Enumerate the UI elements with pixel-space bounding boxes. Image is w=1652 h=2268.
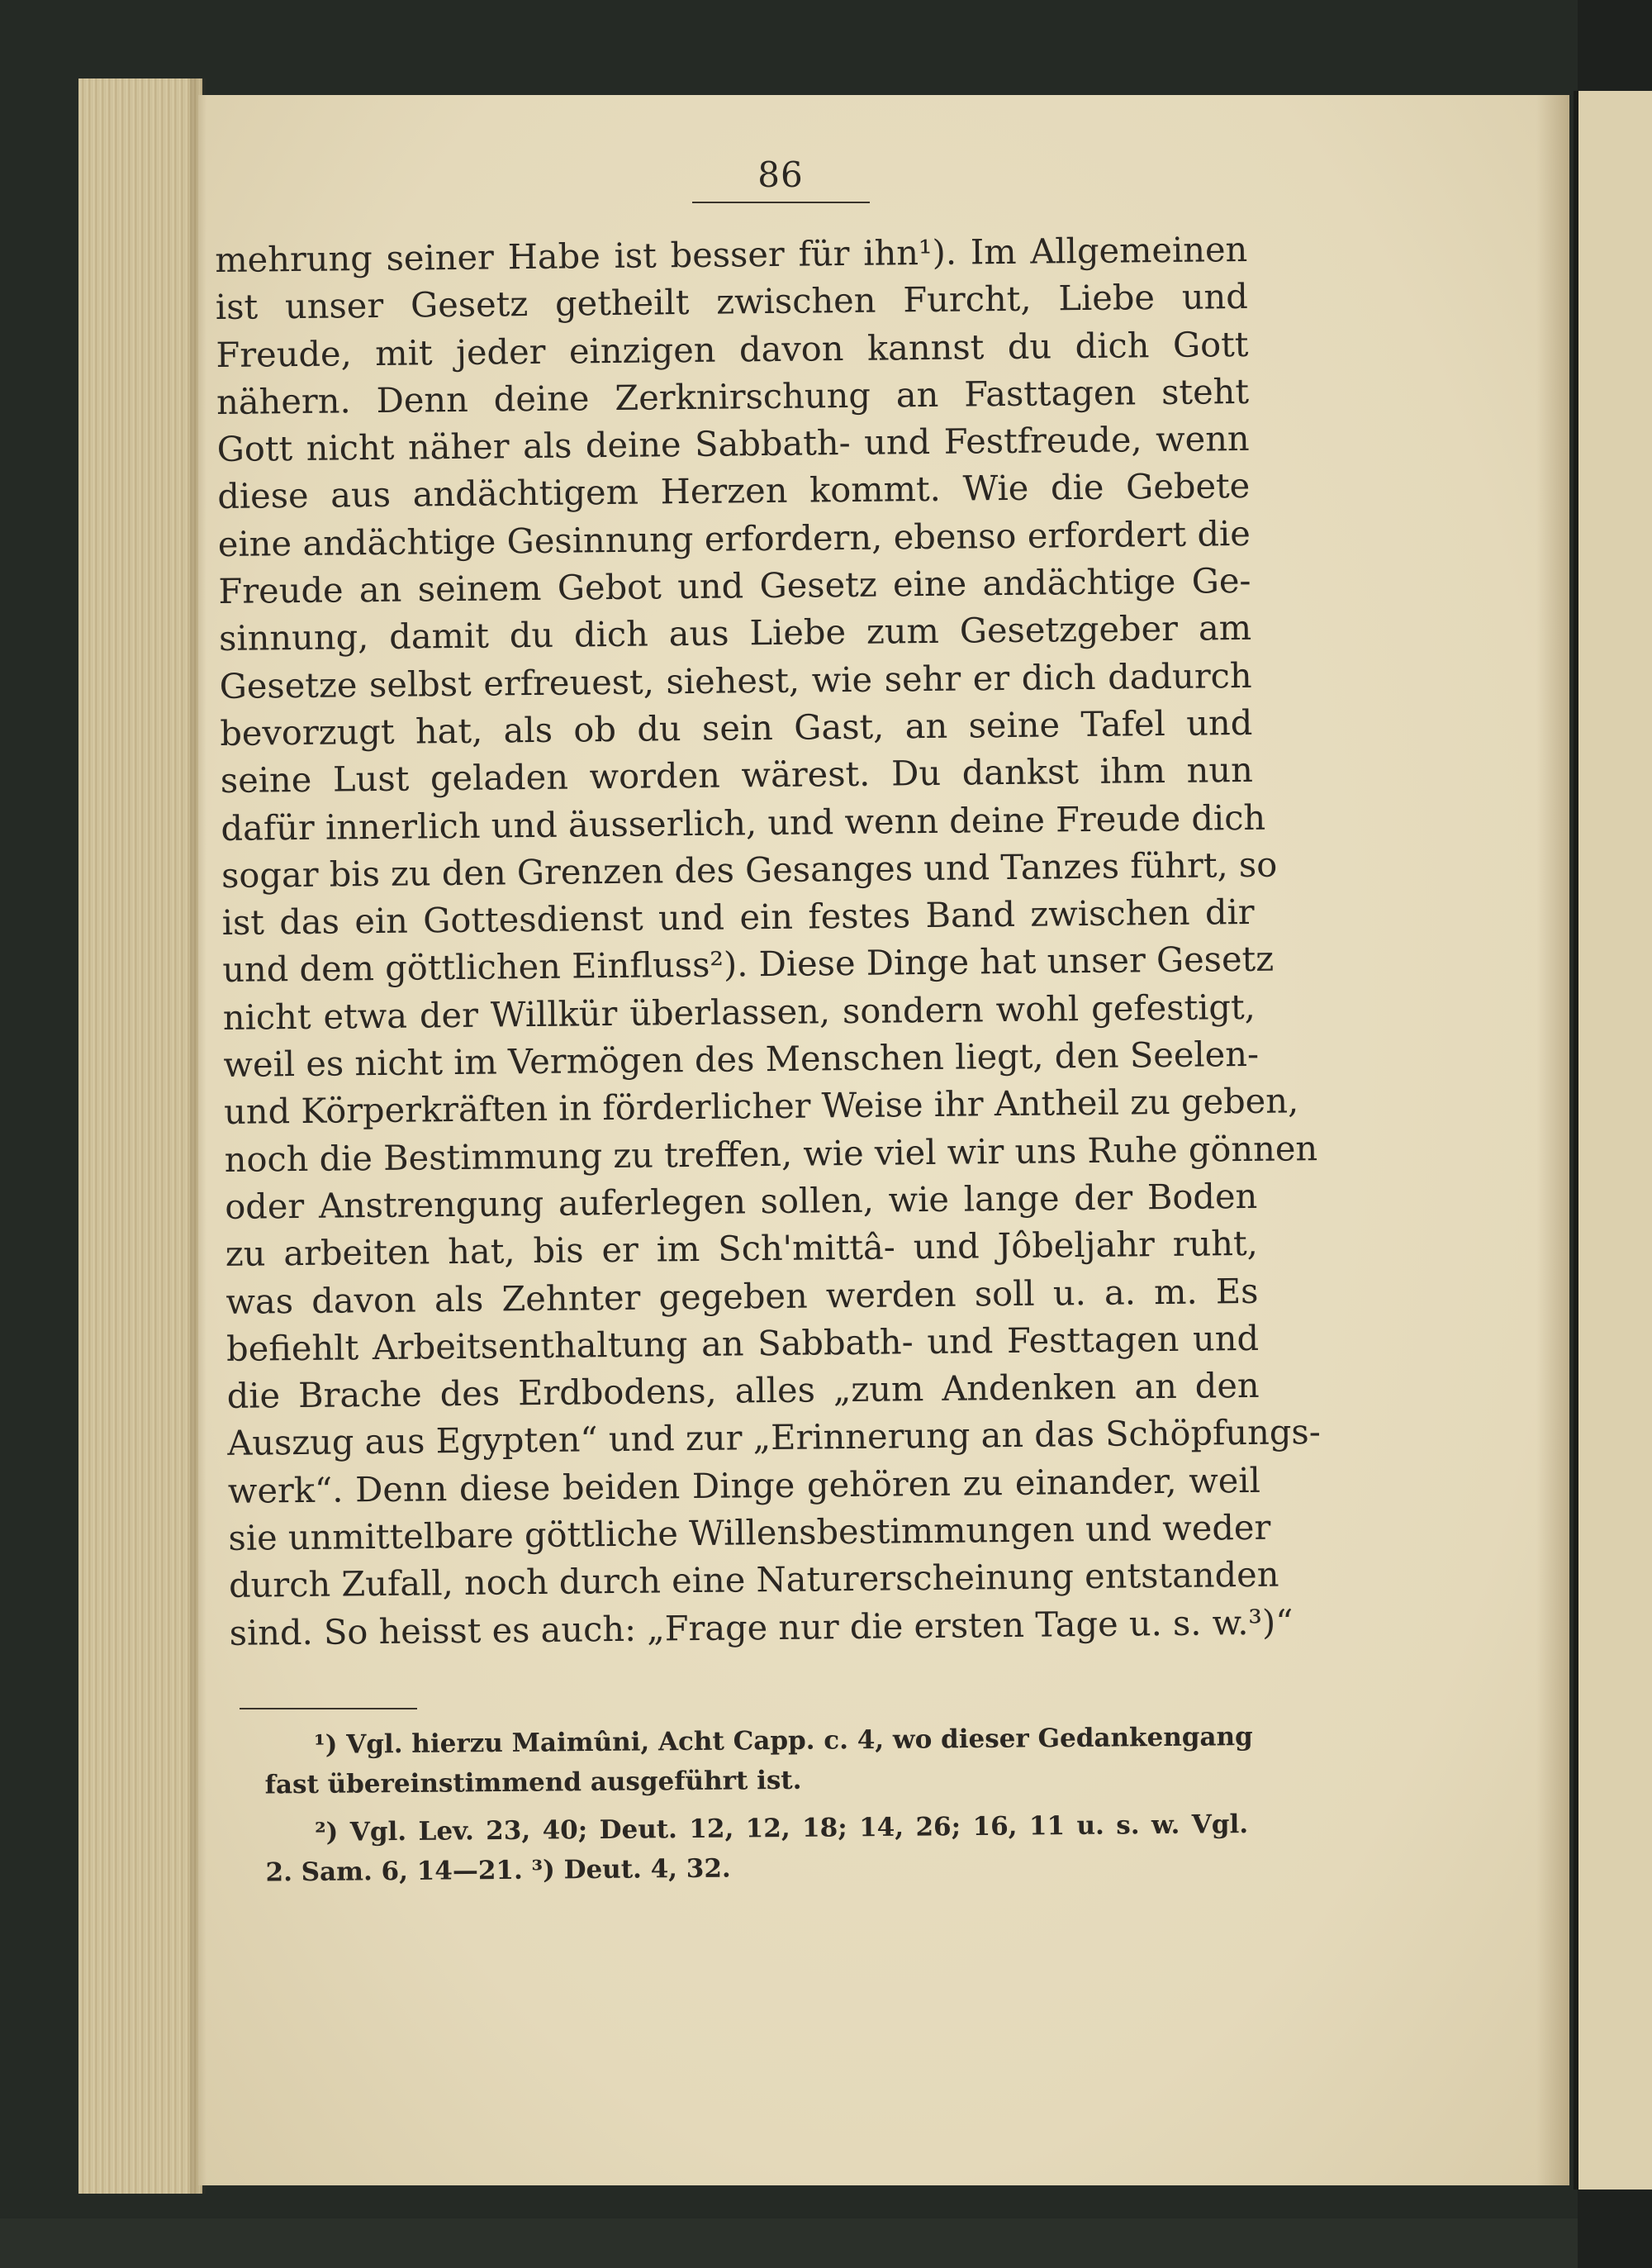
- text-line: Freude an seinem Gebot und Gesetz eine andächtige Ge-: [218, 559, 1251, 612]
- text-line: die Brache des Erdbodens, alles „zum Andenken an den: [226, 1364, 1260, 1417]
- text-line: nicht etwa der Willkür überlassen, sondern wohl gefestigt,: [222, 986, 1256, 1038]
- text-line: werk“. Denn diese beiden Dinge gehören zu einander, weil: [227, 1459, 1261, 1511]
- footnote-line: ²) Vgl. Lev. 23, 40; Deut. 12, 12, 18; 14, 26; 16, 11 u. s. w. Vgl.: [314, 1809, 1249, 1847]
- footnote-line: 2. Sam. 6, 14—21. ³) Deut. 4, 32.: [265, 1853, 731, 1888]
- text-line: ist unser Gesetz getheilt zwischen Furcht, Liebe und: [215, 276, 1249, 328]
- footnote-rule: [240, 1708, 417, 1709]
- text-line: noch die Bestimmung zu treffen, wie viel wir uns Ruhe gönnen: [224, 1127, 1318, 1180]
- facing-page-sliver: [1574, 91, 1652, 2190]
- text-line: durch Zufall, noch durch eine Naturerscheinung entstanden: [228, 1553, 1279, 1606]
- text-line: seine Lust geladen worden wärest. Du dankst ihm nun: [220, 749, 1254, 801]
- text-line: befiehlt Arbeitsenthaltung an Sabbath- und Festtagen und: [225, 1317, 1260, 1369]
- text-line: oder Anstrengung auferlegen sollen, wie lange der Boden: [225, 1175, 1258, 1227]
- text-line: sie unmittelbare göttliche Willensbestimmungen und weder: [228, 1506, 1271, 1558]
- page-block-edge: [78, 78, 202, 2194]
- text-line: sind. So heisst es auch: „Frage nur die ersten Tage u. s. w.³)“: [229, 1601, 1294, 1653]
- text-line: dafür innerlich und äusserlich, und wenn deine Freude dich: [221, 796, 1266, 849]
- text-line: Gott nicht näher als deine Sabbath- und Festfreude, wenn: [216, 418, 1250, 470]
- text-line: weil es nicht im Vermögen des Menschen liegt, den Seelen-: [223, 1033, 1260, 1085]
- footnote-line: ¹) Vgl. hierzu Maimûni, Acht Capp. c. 4, wo dieser Gedankengang: [314, 1721, 1253, 1760]
- text-line: diese aus andächtigem Herzen kommt. Wie die Gebete: [217, 465, 1251, 517]
- text-line: zu arbeiten hat, bis er im Sch'mittâ- und Jôbeljahr ruht,: [225, 1223, 1259, 1275]
- page-text-area: [215, 145, 1321, 1893]
- text-line: Auszug aus Egypten“ und zur „Erinnerung an das Schöpfungs-: [227, 1411, 1321, 1464]
- text-line: sogar bis zu den Grenzen des Gesanges und Tanzes führt, so: [221, 844, 1278, 896]
- page-gutter-shadow: [1536, 95, 1569, 2185]
- cover-bottom-edge: [0, 2218, 1578, 2268]
- text-line: Gesetze selbst erfreuest, siehest, wie sehr er dich dadurch: [219, 654, 1252, 706]
- text-line: nähern. Denn deine Zerknirschung an Fasttagen steht: [216, 370, 1250, 422]
- footnote: [216, 1804, 1249, 1893]
- page-edge-shadow: [190, 78, 206, 2194]
- header-rule: [692, 202, 870, 203]
- text-line: und Körperkräften in förderlicher Weise ihr Antheil zu geben,: [223, 1080, 1299, 1133]
- body-text: [215, 226, 1321, 1657]
- text-line: eine andächtige Gesinnung erfordern, ebenso erfordert die: [217, 512, 1251, 564]
- text-line: und dem göttlichen Einfluss²). Diese Dinge hat unser Gesetz: [222, 939, 1275, 991]
- text-line: bevorzugt hat, als ob du sein Gast, an seine Tafel und: [220, 701, 1253, 754]
- footnote-line: fast übereinstimmend ausgeführt ist.: [264, 1765, 802, 1800]
- page-number: 86: [757, 155, 804, 195]
- text-line: mehrung seiner Habe ist besser für ihn¹). Im Allgemeinen: [215, 228, 1248, 280]
- footnote: [215, 1717, 1253, 1805]
- text-line: sinnung, damit du dich aus Liebe zum Gesetzgeber am: [218, 607, 1252, 659]
- text-line: Freude, mit jeder einzigen davon kannst du dich Gott: [216, 323, 1249, 375]
- text-line: was davon als Zehnter gegeben werden soll u. a. m. Es: [225, 1270, 1259, 1322]
- footnotes: [215, 1717, 1253, 1893]
- text-line: ist das ein Gottesdienst und ein festes Band zwischen dir: [221, 892, 1255, 944]
